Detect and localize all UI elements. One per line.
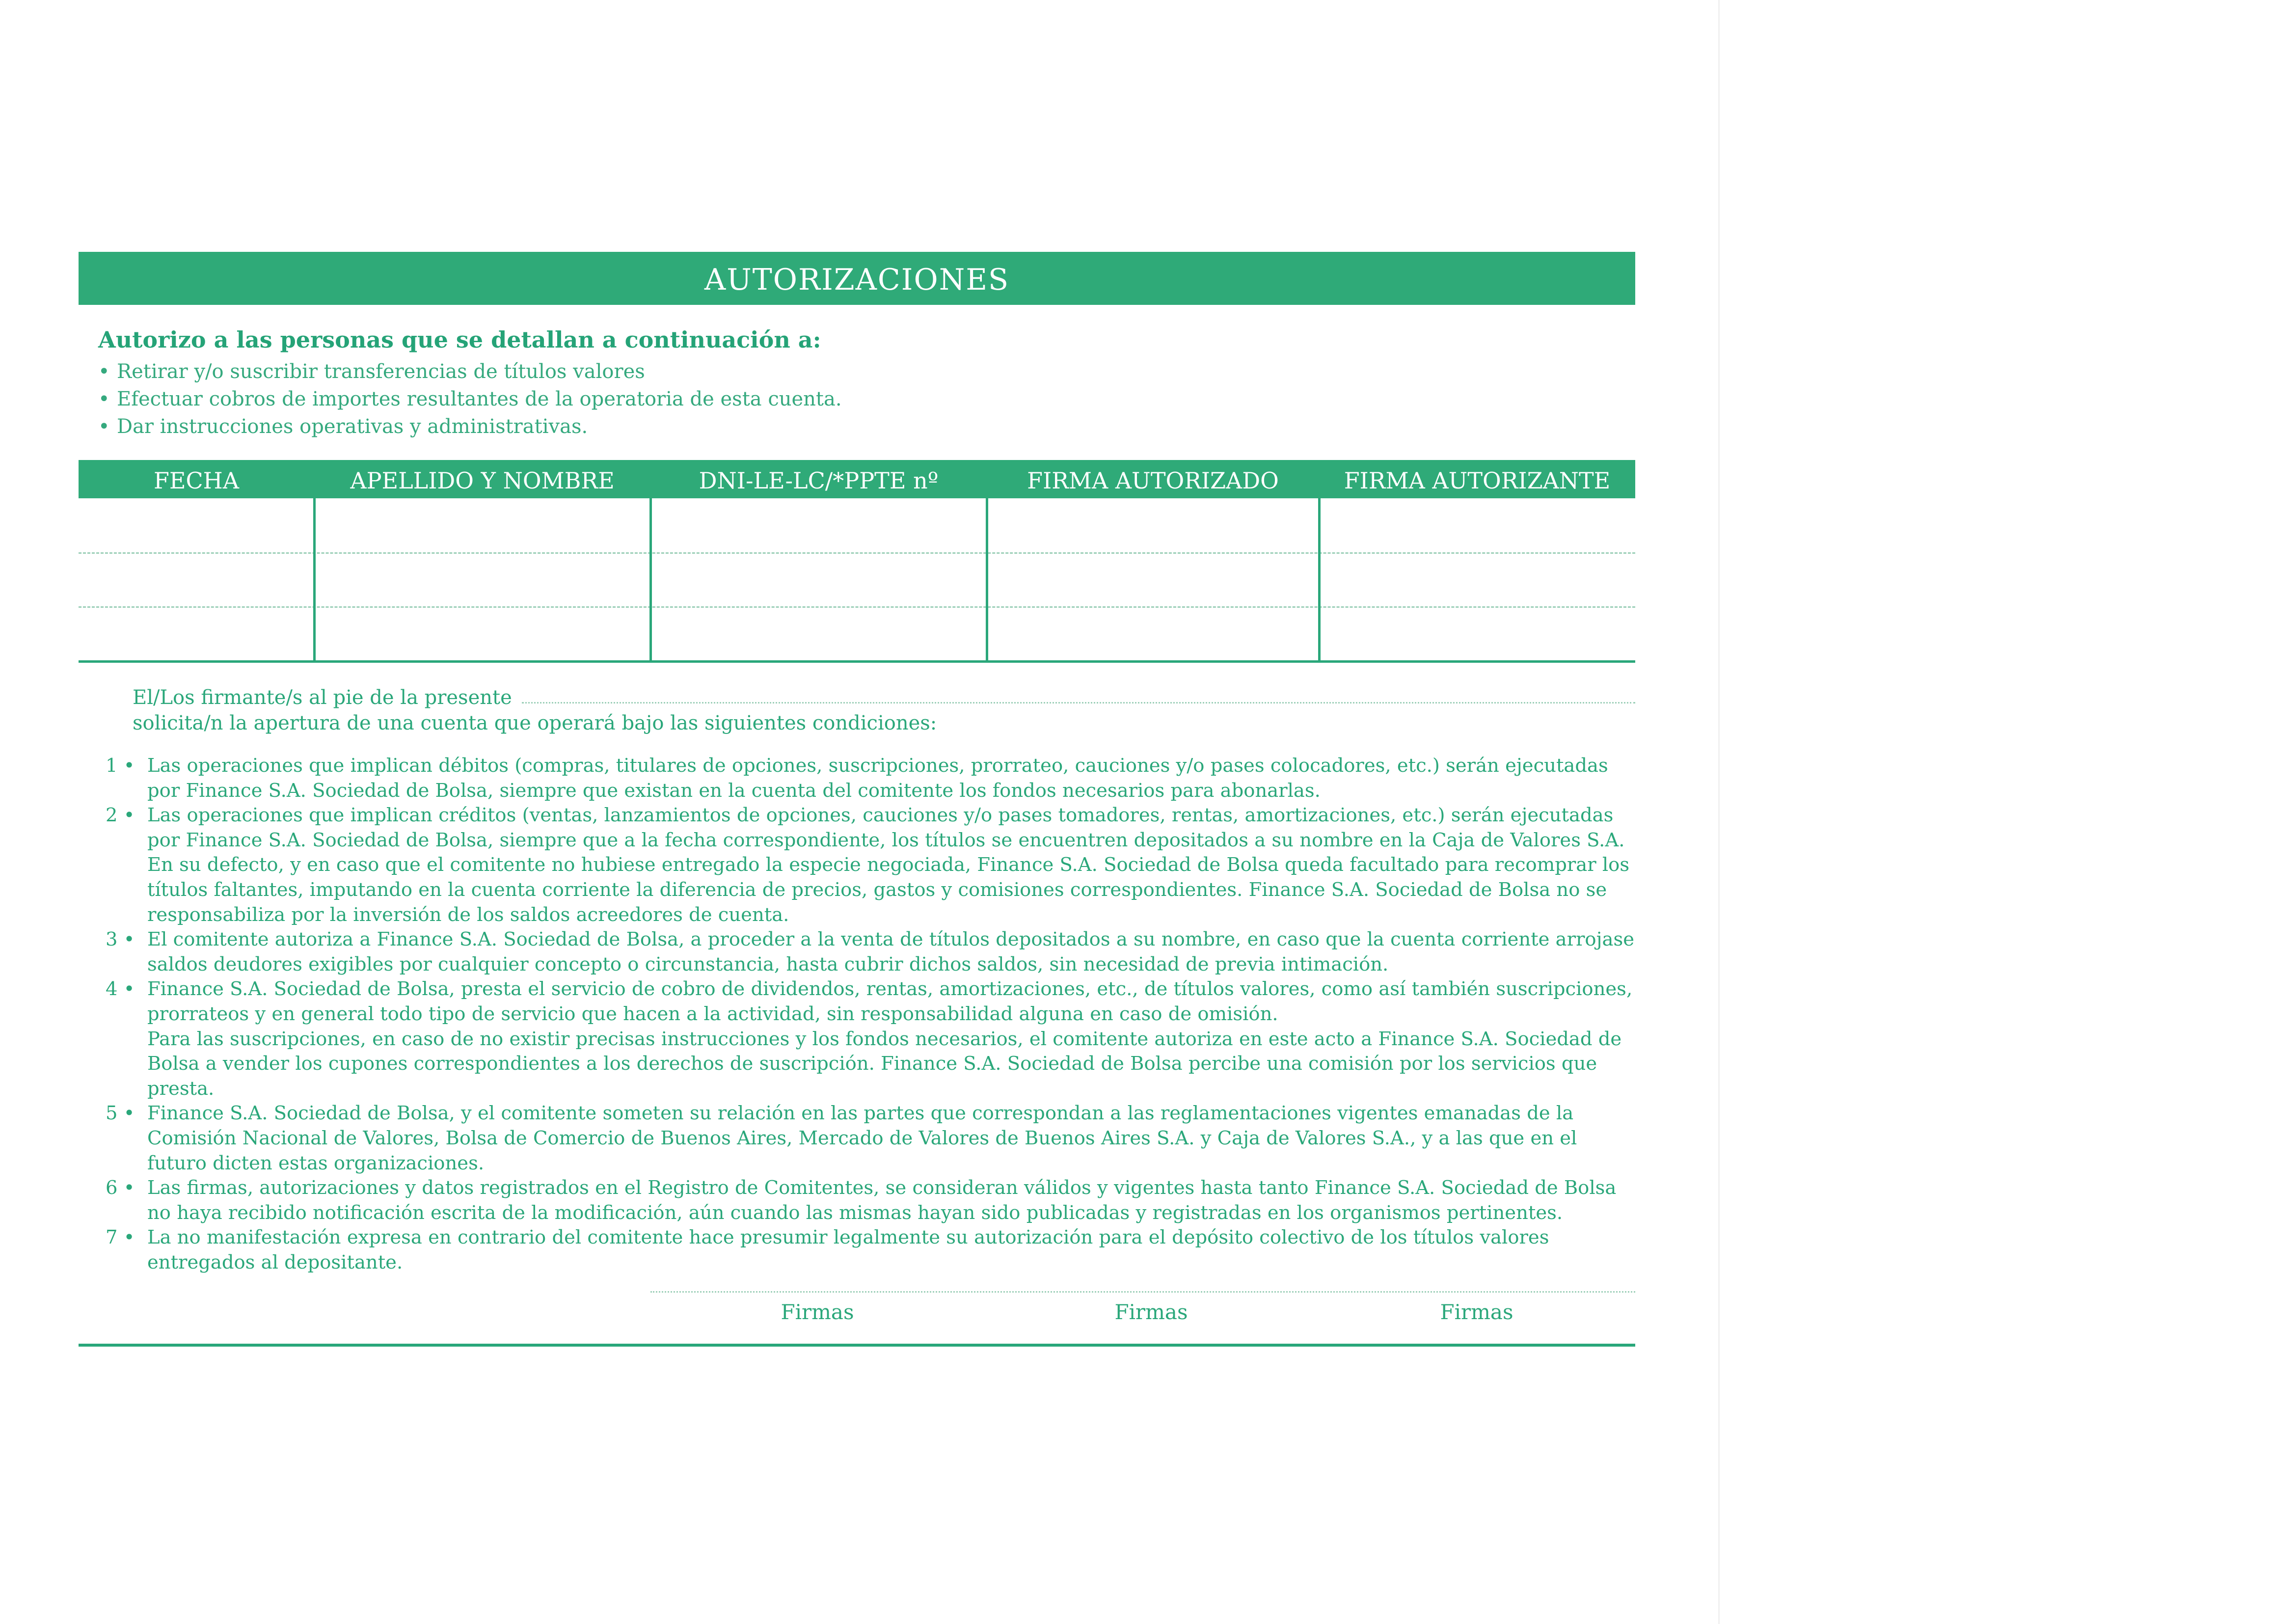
signers-statement <box>133 685 1635 736</box>
intro-heading: Autorizo a las personas que se detallan a continuación a: <box>98 326 821 353</box>
intro-item-text: Retirar y/o suscribir transferencias de títulos valores <box>117 360 645 383</box>
page-edge <box>1718 0 1720 1624</box>
signers-text: El/Los firmante/s al pie de la presente <box>133 686 512 709</box>
condition-item <box>106 1225 1642 1275</box>
column-header-dni: DNI-LE-LC/*PPTE nº <box>699 467 939 494</box>
column-header-firma-autorizado: FIRMA AUTORIZADO <box>1027 467 1279 494</box>
table-row[interactable] <box>79 552 1635 606</box>
condition-item <box>106 754 1642 803</box>
table-header <box>79 460 1635 498</box>
condition-text: Las operaciones que implican débitos (compras, titulares de opciones, suscripciones, prorrateo, cauciones y/o pases colocadores, etc.) serán ejecutadas por Finance S.A. Sociedad de Bolsa, siempre que existan en la cuenta del comitente los fondos necesarios para abonarlas. <box>147 755 1608 802</box>
column-divider <box>649 498 652 660</box>
condition-item <box>106 1101 1642 1176</box>
authorization-form <box>79 252 1635 663</box>
condition-number: 1 • <box>106 755 135 777</box>
condition-text: Las firmas, autorizaciones y datos registrados en el Registro de Comitentes, se consideran válidos y vigentes hasta tanto Finance S.A. Sociedad de Bolsa no haya recibido notificación escrita de la modificación, aún cuando las mismas hayan sido publicadas y registradas en los organismos pertinentes. <box>147 1177 1617 1224</box>
condition-number: 6 • <box>106 1177 135 1199</box>
condition-number: 2 • <box>106 804 135 827</box>
condition-item <box>106 927 1642 977</box>
condition-text-block <box>147 977 1642 1101</box>
conditions-list <box>106 754 1642 1275</box>
column-header-fecha: FECHA <box>153 467 240 494</box>
condition-number: 7 • <box>106 1226 135 1249</box>
table-body <box>79 498 1635 663</box>
signature-label: Firmas <box>1440 1300 1513 1324</box>
condition-number: 3 • <box>106 928 135 951</box>
bullet-icon: • <box>98 415 110 438</box>
intro-item <box>98 413 1635 440</box>
condition-text: Las operaciones que implican créditos (ventas, lanzamientos de opciones, cauciones y/o pases tomadores, rentas, amortizaciones, etc.) serán ejecutadas por Finance S.A. Sociedad de Bolsa, siempre que a la fecha correspondiente, los títulos se encuentren depositados a su nombre en la Caja de Valores S.A. En su defecto, y en caso que el comitente no hubiese entregado la especie negociada, Finance S.A. Sociedad de Bolsa queda facultado para recomprar los títulos faltantes, imputando en la cuenta corriente la diferencia de precios, gastos y comisiones correspondientes. Finance S.A. Sociedad de Bolsa no se responsabiliza por la inversión de los saldos acreedores de cuenta. <box>147 804 1630 926</box>
row-divider <box>79 552 1635 554</box>
intro-list <box>98 358 1635 440</box>
condition-number: 5 • <box>106 1102 135 1125</box>
condition-text-extra: Para las suscripciones, en caso de no existir precisas instrucciones y los fondos necesarios, el comitente autoriza en este acto a Finance S.A. Sociedad de Bolsa a vender los cupones correspondientes a los derechos de suscripción. Finance S.A. Sociedad de Bolsa percibe una comisión por los servicios que presta. <box>147 1028 1622 1100</box>
table-row[interactable] <box>79 498 1635 552</box>
signature-label: Firmas <box>1114 1300 1188 1324</box>
column-header-firma-autorizante: FIRMA AUTORIZANTE <box>1344 467 1611 494</box>
signature-area <box>650 1291 1635 1332</box>
form-title: AUTORIZACIONES <box>79 252 1635 305</box>
column-header-apellido-nombre: APELLIDO Y NOMBRE <box>350 467 615 494</box>
column-divider <box>986 498 988 660</box>
condition-item <box>106 803 1642 927</box>
column-divider <box>1318 498 1321 660</box>
authorized-persons-table <box>79 460 1635 663</box>
intro-item-text: Efectuar cobros de importes resultantes de la operatoria de esta cuenta. <box>117 388 842 410</box>
condition-text: Finance S.A. Sociedad de Bolsa, presta el servicio de cobro de dividendos, rentas, amortizaciones, etc., de títulos valores, como así también suscripciones, prorrateos y en general todo tipo de servicio que hacen a la actividad, sin responsabilidad alguna en caso de omisión. <box>147 978 1633 1025</box>
bottom-rule <box>79 1344 1635 1347</box>
signers-line <box>133 685 1635 710</box>
condition-text: Finance S.A. Sociedad de Bolsa, y el comitente someten su relación en las partes que correspondan a las reglamentaciones vigentes emanadas de la Comisión Nacional de Valores, Bolsa de Comercio de Buenos Aires, Mercado de Valores de Buenos Aires S.A. y Caja de Valores S.A., y a las que en el futuro dicten estas organizaciones. <box>147 1102 1577 1174</box>
signature-label: Firmas <box>781 1300 854 1324</box>
condition-item <box>106 1176 1642 1225</box>
signature-labels <box>650 1293 1635 1332</box>
intro-item <box>98 358 1635 385</box>
condition-number: 4 • <box>106 978 135 1001</box>
condition-text: El comitente autoriza a Finance S.A. Sociedad de Bolsa, a proceder a la venta de títulos depositados a su nombre, en caso que la cuenta corriente arrojase saldos deudores exigibles por cualquier concepto o circunstancia, hasta cubrir dichos saldos, sin necesidad de previa intimación. <box>147 928 1635 975</box>
table-row[interactable] <box>79 606 1635 660</box>
condition-item <box>106 977 1642 1101</box>
row-divider <box>79 606 1635 608</box>
intro-item <box>98 385 1635 413</box>
intro-item-text: Dar instrucciones operativas y administrativas. <box>117 415 588 438</box>
bullet-icon: • <box>98 360 110 383</box>
condition-text: La no manifestación expresa en contrario del comitente hace presumir legalmente su autorización para el depósito colectivo de los títulos valores entregados al depositante. <box>147 1226 1549 1273</box>
signer-name-field[interactable] <box>522 702 1635 704</box>
signers-subtext: solicita/n la apertura de una cuenta que operará bajo las siguientes condiciones: <box>133 712 937 734</box>
bullet-icon: • <box>98 388 110 410</box>
authorization-intro <box>79 325 1635 440</box>
column-divider <box>313 498 316 660</box>
